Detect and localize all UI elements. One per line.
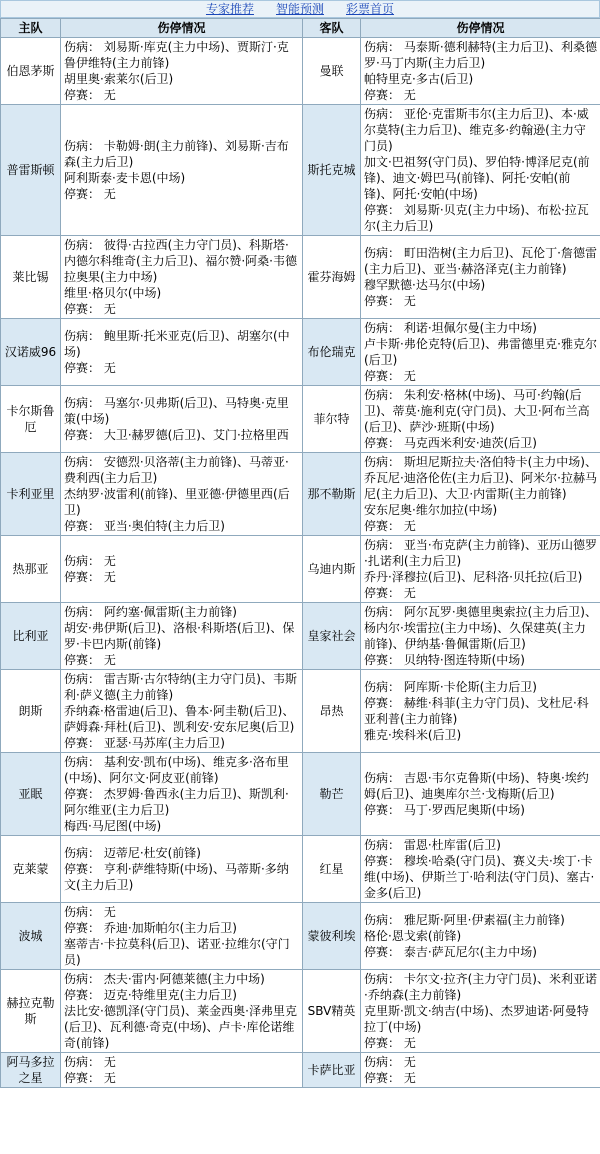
table-row xyxy=(1,236,600,319)
injury-line: 伤病： 迈蒂尼·杜安(前锋) xyxy=(64,846,201,860)
home-injury-info xyxy=(61,970,303,1053)
table-row xyxy=(1,319,600,386)
away-injury-info xyxy=(361,603,600,670)
away-team: 曼联 xyxy=(303,38,361,105)
injury-line: 伤病： 彼得·古拉西(主力守门员)、科斯塔·内德尔科维奇(主力后卫)、福尔赞·阿桑·韦德拉奥果(主力中场) xyxy=(64,238,297,284)
injury-line: 伤病： 无 xyxy=(364,1055,416,1069)
away-team: 乌迪内斯 xyxy=(303,536,361,603)
injury-line: 塞蒂吉·卡拉莫科(后卫)、诺亚·拉维尔(守门员) xyxy=(64,937,290,967)
away-injury-info xyxy=(361,903,600,970)
injury-line: 穆罕默德·达马尔(中场) xyxy=(364,278,486,292)
header-away-info: 伤停情况 xyxy=(361,19,600,38)
home-team: 卡尔斯鲁厄 xyxy=(1,386,61,453)
injury-line: 伤病： 亚当·布克萨(主力前锋)、亚历山德罗·扎诺利(主力后卫) xyxy=(364,538,597,568)
away-injury-info xyxy=(361,670,600,753)
table-row xyxy=(1,1053,600,1088)
table-row xyxy=(1,536,600,603)
injury-line: 停赛： 无 xyxy=(64,302,116,316)
injury-line: 伤病： 阿约塞·佩雷斯(主力前锋) xyxy=(64,605,237,619)
injury-line: 乔丹·泽穆拉(后卫)、尼科洛·贝托拉(后卫) xyxy=(364,570,583,584)
injury-line: 停赛： 迈克·特维里克(主力后卫) xyxy=(64,988,237,1002)
header-away: 客队 xyxy=(303,19,361,38)
away-team: 卡萨比亚 xyxy=(303,1053,361,1088)
away-injury-info xyxy=(361,386,600,453)
injury-line: 伤病： 雷吉斯·古尔特纳(主力守门员)、韦斯利·萨义德(主力前锋) xyxy=(64,672,297,702)
home-injury-info xyxy=(61,38,303,105)
table-row xyxy=(1,903,600,970)
away-team: 昂热 xyxy=(303,670,361,753)
injury-line: 伤病： 无 xyxy=(64,554,116,568)
nav-link-expert[interactable]: 专家推荐 xyxy=(205,2,254,16)
away-team: 勒芒 xyxy=(303,753,361,836)
injury-line: 伤病： 鲍里斯·托米亚克(后卫)、胡塞尔(中场) xyxy=(64,329,290,359)
injury-line: 阿利斯泰·麦卡恩(中场) xyxy=(64,171,186,185)
injury-line: 停赛： 无 xyxy=(64,570,116,584)
away-injury-info xyxy=(361,453,600,536)
injury-line: 伤病： 雷恩·杜库雷(后卫) xyxy=(364,838,501,852)
injury-line: 停赛： 无 xyxy=(64,1071,116,1085)
table-row xyxy=(1,753,600,836)
injury-line: 雅克·埃科米(后卫) xyxy=(364,728,462,742)
injury-line: 停赛： 刘易斯·贝克(主力中场)、布松·拉瓦尔(主力后卫) xyxy=(364,203,589,233)
table-row xyxy=(1,970,600,1053)
injury-line: 停赛： 乔迪·加斯帕尔(主力后卫) xyxy=(64,921,237,935)
table-row xyxy=(1,670,600,753)
home-injury-info xyxy=(61,603,303,670)
table-row xyxy=(1,603,600,670)
home-injury-info xyxy=(61,670,303,753)
injury-line: 停赛： 无 xyxy=(364,294,416,308)
table-row xyxy=(1,38,600,105)
injury-line: 伤病： 朱利安·格林(中场)、马可·约翰(后卫)、蒂莫·施利克(守门员)、大卫·阿布兰高(后卫)、萨沙·班斯(中场) xyxy=(364,388,590,434)
home-team: 朗斯 xyxy=(1,670,61,753)
injury-line: 停赛： 无 xyxy=(364,88,416,102)
home-injury-info xyxy=(61,105,303,236)
nav-link-lottery-home[interactable]: 彩票首页 xyxy=(346,2,395,16)
injury-line: 伤病： 町田浩树(主力后卫)、瓦伦丁·詹德雷(主力后卫)、亚当·赫洛泽克(主力前锋) xyxy=(364,246,597,276)
injury-line: 伤病： 安德烈·贝洛蒂(主力前锋)、马蒂亚·费利西(主力后卫) xyxy=(64,455,289,485)
injury-line: 杰纳罗·波雷利(前锋)、里亚德·伊德里西(后卫) xyxy=(64,487,290,517)
injury-line: 伤病： 无 xyxy=(64,1055,116,1069)
table-row xyxy=(1,836,600,903)
injury-line: 帕特里克·多古(后卫) xyxy=(364,72,474,86)
injury-line: 伤病： 利诺·坦佩尔曼(主力中场) xyxy=(364,321,537,335)
injury-line: 伤病： 马泰斯·德利赫特(主力后卫)、利桑德罗·马丁内斯(主力后卫) xyxy=(364,40,597,70)
table-body xyxy=(1,38,600,1088)
away-team: 那不勒斯 xyxy=(303,453,361,536)
injury-line: 伤病： 无 xyxy=(64,905,116,919)
away-injury-info xyxy=(361,753,600,836)
injury-line: 伤病： 雅尼斯·阿里·伊素福(主力前锋) xyxy=(364,913,565,927)
home-team: 普雷斯顿 xyxy=(1,105,61,236)
injury-line: 停赛： 杰罗姆·鲁西永(主力后卫)、斯凯利·阿尔维亚(主力后卫) xyxy=(64,787,289,817)
table-row xyxy=(1,105,600,236)
table-row xyxy=(1,386,600,453)
injury-line: 伤病： 马塞尔·贝弗斯(后卫)、马特奥·克里策(中场) xyxy=(64,396,289,426)
home-team: 卡利亚里 xyxy=(1,453,61,536)
away-injury-info xyxy=(361,970,600,1053)
injury-line: 停赛： 无 xyxy=(64,653,116,667)
top-nav xyxy=(0,0,600,18)
home-injury-info xyxy=(61,753,303,836)
injury-line: 停赛： 马丁·罗西尼奥斯(中场) xyxy=(364,803,525,817)
injury-line: 停赛： 贝纳特·图连特斯(中场) xyxy=(364,653,525,667)
home-team: 比利亚 xyxy=(1,603,61,670)
home-team: 阿马多拉之星 xyxy=(1,1053,61,1088)
away-injury-info xyxy=(361,836,600,903)
away-team: 红星 xyxy=(303,836,361,903)
injury-table xyxy=(0,18,600,1088)
home-team: 波城 xyxy=(1,903,61,970)
injury-line: 伤病： 卡勒姆·朗(主力前锋)、刘易斯·吉布森(主力后卫) xyxy=(64,139,289,169)
injury-line: 停赛： 赫维·科菲(主力守门员)、戈杜尼·科亚利普(主力前锋) xyxy=(364,696,589,726)
away-team: 皇家社会 xyxy=(303,603,361,670)
home-team: 赫拉克勒斯 xyxy=(1,970,61,1053)
table-header-row xyxy=(1,19,600,38)
home-team: 汉诺威96 xyxy=(1,319,61,386)
header-home-info: 伤停情况 xyxy=(61,19,303,38)
injury-line: 伤病： 阿尔瓦罗·奥德里奥索拉(主力后卫)、杨内尔·埃雷拉(主力中场)、久保建英(主力前锋)、伊纳基·鲁佩雷斯(后卫) xyxy=(364,605,597,651)
away-team: 霍芬海姆 xyxy=(303,236,361,319)
injury-line: 伤病： 吉恩·韦尔克鲁斯(中场)、特奥·埃约姆(后卫)、迪奥库尔兰·戈梅斯(后卫) xyxy=(364,771,589,801)
away-injury-info xyxy=(361,1053,600,1088)
injury-line: 停赛： 无 xyxy=(364,586,416,600)
injury-line: 停赛： 无 xyxy=(64,88,116,102)
home-injury-info xyxy=(61,903,303,970)
injury-line: 停赛： 马克西米利安·迪茨(后卫) xyxy=(364,436,537,450)
injury-line: 卢卡斯·弗伦克特(后卫)、弗雷德里克·雅克尔(后卫) xyxy=(364,337,597,367)
home-injury-info xyxy=(61,536,303,603)
home-injury-info xyxy=(61,453,303,536)
injury-line: 伤病： 杰夫·雷内·阿德莱德(主力中场) xyxy=(64,972,265,986)
home-team: 莱比锡 xyxy=(1,236,61,319)
injury-line: 伤病： 阿库斯·卡伦斯(主力后卫) xyxy=(364,680,537,694)
injury-line: 停赛： 无 xyxy=(364,519,416,533)
away-injury-info xyxy=(361,319,600,386)
injury-line: 停赛： 大卫·赫罗德(后卫)、艾门·拉格里西 xyxy=(64,428,289,442)
injury-line: 伤病： 基利安·凯布(中场)、维克多·洛布里(中场)、阿尔文·阿皮亚(前锋) xyxy=(64,755,289,785)
injury-line: 伤病： 亚伦·克雷斯韦尔(主力后卫)、本·威尔莫特(主力后卫)、维克多·约翰逊(主力守门员) xyxy=(364,107,589,153)
injury-line: 停赛： 穆埃·哈桑(守门员)、赛义夫·埃丁·卡维(中场)、伊斯兰丁·哈利法(守门员)、塞古·金多(后卫) xyxy=(364,854,595,900)
injury-line: 格伦·恩戈索(前锋) xyxy=(364,929,462,943)
away-injury-info xyxy=(361,236,600,319)
injury-line: 伤病： 刘易斯·库克(主力中场)、贾斯汀·克鲁伊维特(主力前锋) xyxy=(64,40,289,70)
injury-line: 停赛： 泰吉·萨瓦尼尔(主力中场) xyxy=(364,945,537,959)
injury-line: 维里·格贝尔(中场) xyxy=(64,286,162,300)
injury-line: 加文·巴祖努(守门员)、罗伯特·博泽尼克(前锋)、迪文·姆巴马(前锋)、阿托·安帕(前锋)、阿托·安帕(中场) xyxy=(364,155,590,201)
nav-link-prediction[interactable]: 智能预测 xyxy=(275,2,324,16)
injury-line: 伤病： 卡尔文·拉齐(主力守门员)、米利亚诺·乔纳森(主力前锋) xyxy=(364,972,597,1002)
home-injury-info xyxy=(61,1053,303,1088)
away-team: 蒙彼利埃 xyxy=(303,903,361,970)
away-injury-info xyxy=(361,38,600,105)
injury-line: 停赛： 亚当·奥伯特(主力后卫) xyxy=(64,519,225,533)
injury-line: 梅西·马尼图(中场) xyxy=(64,819,162,833)
away-team: 斯托克城 xyxy=(303,105,361,236)
injury-line: 停赛： 无 xyxy=(64,361,116,375)
injury-line: 胡里奥·索莱尔(后卫) xyxy=(64,72,174,86)
away-injury-info xyxy=(361,105,600,236)
injury-line: 停赛： 无 xyxy=(64,187,116,201)
header-home: 主队 xyxy=(1,19,61,38)
injury-line: 伤病： 斯坦尼斯拉夫·洛伯特卡(主力中场)、乔瓦尼·迪洛伦佐(主力后卫)、阿米尔·拉赫马尼(主力后卫)、大卫·内雷斯(主力前锋) xyxy=(364,455,597,501)
away-team: 布伦瑞克 xyxy=(303,319,361,386)
home-injury-info xyxy=(61,236,303,319)
home-team: 克莱蒙 xyxy=(1,836,61,903)
injury-line: 克里斯·凯文·纳吉(中场)、杰罗迪诺·阿曼特拉丁(中场) xyxy=(364,1004,589,1034)
injury-line: 安东尼奥·维尔加拉(中场) xyxy=(364,503,498,517)
home-team: 伯恩茅斯 xyxy=(1,38,61,105)
injury-line: 乔纳森·格雷迪(后卫)、鲁本·阿圭勒(后卫)、萨姆森·拜杜(后卫)、凯利安·安东尼奥(后卫) xyxy=(64,704,295,734)
injury-line: 停赛： 无 xyxy=(364,1036,416,1050)
injury-line: 停赛： 无 xyxy=(364,369,416,383)
away-team: SBV精英 xyxy=(303,970,361,1053)
injury-line: 胡安·弗伊斯(后卫)、洛根·科斯塔(后卫)、保罗·卡巴内斯(前锋) xyxy=(64,621,295,651)
home-team: 热那亚 xyxy=(1,536,61,603)
table-row xyxy=(1,453,600,536)
injury-line: 法比安·德凯泽(守门员)、莱金西奥·泽弗里克(后卫)、瓦利德·奇克(中场)、卢卡·库伦诺维奇(前锋) xyxy=(64,1004,297,1050)
home-injury-info xyxy=(61,386,303,453)
home-injury-info xyxy=(61,319,303,386)
away-team: 菲尔特 xyxy=(303,386,361,453)
home-team: 亚眠 xyxy=(1,753,61,836)
injury-line: 停赛： 亚瑟·马苏库(主力后卫) xyxy=(64,736,225,750)
injury-line: 停赛： 亨利·萨维特斯(中场)、马蒂斯·多纳文(主力后卫) xyxy=(64,862,289,892)
injury-line: 停赛： 无 xyxy=(364,1071,416,1085)
home-injury-info xyxy=(61,836,303,903)
away-injury-info xyxy=(361,536,600,603)
